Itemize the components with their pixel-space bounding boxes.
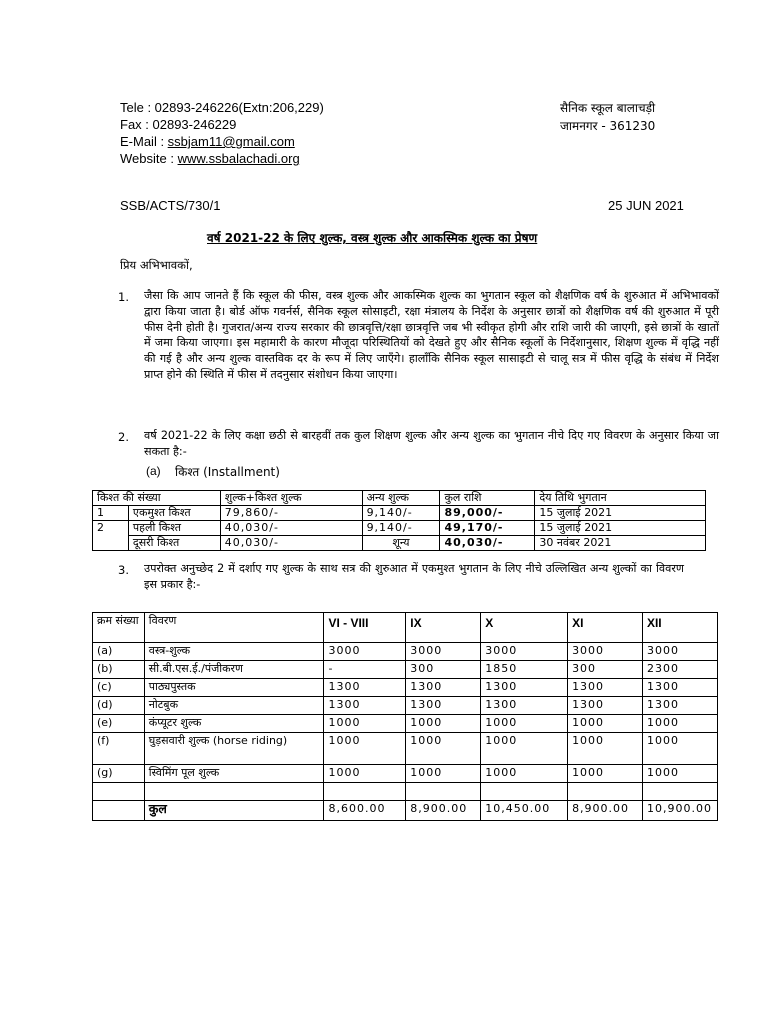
table-cell: 1300	[568, 679, 643, 697]
table-cell: 1300	[568, 697, 643, 715]
table-cell: 79,860/-	[220, 506, 362, 521]
table-cell: 10,900.00	[642, 801, 717, 821]
col-header: XI	[568, 613, 643, 643]
table-cell: 1850	[481, 661, 568, 679]
table-cell	[568, 783, 643, 801]
table-cell: 9,140/-	[362, 521, 440, 536]
table-cell: पाठ्यपुस्तक	[144, 679, 324, 697]
table-cell: 1300	[324, 697, 406, 715]
email-line	[120, 133, 324, 150]
table-cell: 1000	[324, 715, 406, 733]
table-cell: शून्य	[362, 536, 440, 551]
table-cell: पहली किश्त	[128, 521, 220, 536]
table-cell	[481, 783, 568, 801]
table-cell: (f)	[93, 733, 145, 765]
table-row	[93, 506, 706, 521]
col-header: देय तिथि भुगतान	[535, 491, 706, 506]
table-cell: 3000	[406, 643, 481, 661]
table-cell	[93, 801, 145, 821]
table-cell: 1300	[324, 679, 406, 697]
table-cell: 1300	[642, 679, 717, 697]
table-cell	[406, 783, 481, 801]
table-cell	[93, 783, 145, 801]
table-cell: 1000	[568, 715, 643, 733]
letter-date: 25 JUN 2021	[608, 198, 684, 213]
installment-heading: किश्त (Installment)	[175, 465, 280, 479]
table-cell: 1000	[642, 733, 717, 765]
table-cell	[324, 783, 406, 801]
col-header: किश्त की संख्या	[93, 491, 221, 506]
table-cell: 15 जुलाई 2021	[535, 506, 706, 521]
table-cell: 1000	[324, 733, 406, 765]
reference-number: SSB/ACTS/730/1	[120, 198, 221, 213]
table-cell: (e)	[93, 715, 145, 733]
table-cell: 2300	[642, 661, 717, 679]
table-cell: 15 जुलाई 2021	[535, 521, 706, 536]
table-cell: 1000	[568, 733, 643, 765]
address-block	[560, 99, 655, 135]
table-cell: 40,030/-	[220, 521, 362, 536]
email-link[interactable]: ssbjam11@gmail.com	[167, 134, 295, 149]
table-row	[93, 521, 706, 536]
table-cell: (d)	[93, 697, 145, 715]
para3-number: 3.	[118, 563, 129, 577]
col-header: X	[481, 613, 568, 643]
col-header: XII	[642, 613, 717, 643]
col-header: VI - VIII	[324, 613, 406, 643]
col-header: कुल राशि	[440, 491, 535, 506]
table-cell: (a)	[93, 643, 145, 661]
para3-text: उपरोक्त अनुच्छेद 2 में दर्शाए गए शुल्क के साथ सत्र की शुरुआत में एकमुश्त भुगतान के लिए नीचे उल्लिखित अन्य शुल्कों का विवरण इस प्रकार है:-	[144, 562, 684, 591]
table-cell: 3000	[481, 643, 568, 661]
table-cell: 1000	[568, 765, 643, 783]
table-cell: 1000	[324, 765, 406, 783]
table-cell: 1300	[642, 697, 717, 715]
table-cell: 1000	[642, 715, 717, 733]
table-cell: 3000	[324, 643, 406, 661]
table-cell: 1000	[406, 715, 481, 733]
col-header: IX	[406, 613, 481, 643]
col-header: शुल्क+किश्त शुल्क	[220, 491, 362, 506]
table-cell: 9,140/-	[362, 506, 440, 521]
table-row	[93, 733, 718, 765]
table-cell: 300	[568, 661, 643, 679]
table-cell: एकमुश्त किश्त	[128, 506, 220, 521]
table-cell: 8,900.00	[568, 801, 643, 821]
table-cell: सी.बी.एस.ई./पंजीकरण	[144, 661, 324, 679]
installment-table	[92, 490, 706, 551]
table-cell: नोटबुक	[144, 697, 324, 715]
table-row	[93, 679, 718, 697]
school-city: जामनगर - 361230	[560, 119, 656, 133]
table-cell: (c)	[93, 679, 145, 697]
table-cell: 1000	[481, 733, 568, 765]
website-line	[120, 150, 324, 167]
table-cell: 1300	[406, 679, 481, 697]
website-link[interactable]: www.ssbalachadi.org	[177, 151, 300, 166]
table-cell: 1300	[406, 697, 481, 715]
para1-text: जैसा कि आप जानते हैं कि स्कूल की फीस, वस्त्र शुल्क और आकस्मिक शुल्क का भुगतान स्कूल को शैक्षणिक वर्ष के शुरुआत में अभिभावकों द्वारा किया जाता है। बोर्ड ऑफ गवर्नर्स, सैनिक स्कूल सोसाइटी, रक्षा मंत्रालय के निर्देश के अनुसार छात्रों को शैक्षणिक वर्ष की शुरुआत में पूरी फीस देनी होती है। गुजरात/अन्य राज्य सरकार की छात्रवृत्ति/रक्षा छात्रवृत्ति जब भी स्वीकृत होगी और राशि जारी की जाएगी, इसे छात्रों के खातों में जमा किया जाएगा। इस महामारी के कारण मौजूदा परिस्थितियों को देखते हुए और सैनिक स्कूलों के निर्देशानुसार, शिक्षण शुल्क में वृद्धि नहीं की गई है और अन्य शुल्क वास्तविक दर के रूप में लिए जाएँगे। हालाँकि सैनिक स्कूल सासाइटी से चालू सत्र में फीस वृद्धि के संबंध में निर्देश प्राप्त होने की स्थिति में फीस में तदनुसार संशोधन किया जाएगा।	[144, 289, 719, 381]
contact-block	[120, 99, 324, 167]
table-cell: दूसरी किश्त	[128, 536, 220, 551]
table-row	[93, 715, 718, 733]
table-cell: स्विमिंग पूल शुल्क	[144, 765, 324, 783]
para2-number: 2.	[118, 430, 129, 444]
salutation: प्रिय अभिभावकों,	[120, 258, 193, 272]
table-cell: घुड़सवारी शुल्क (horse riding)	[144, 733, 324, 765]
col-header: अन्य शुल्क	[362, 491, 440, 506]
table-row	[93, 765, 718, 783]
table-cell: 3000	[568, 643, 643, 661]
table-cell: 8,900.00	[406, 801, 481, 821]
table-cell: 1	[93, 506, 129, 521]
fee-table	[92, 612, 718, 821]
table-cell	[642, 783, 717, 801]
table-row	[93, 783, 718, 801]
tele-line: Tele : 02893-246226(Extn:206,229)	[120, 100, 324, 115]
sub-label-a: (a)	[146, 464, 161, 478]
table-cell: 10,450.00	[481, 801, 568, 821]
table-cell: वस्त्र-शुल्क	[144, 643, 324, 661]
table-cell: 40,030/-	[440, 536, 535, 551]
table-cell: (b)	[93, 661, 145, 679]
website-label: Website :	[120, 151, 178, 166]
table-cell: 49,170/-	[440, 521, 535, 536]
table-cell: (g)	[93, 765, 145, 783]
school-name: सैनिक स्कूल बालाचड़ी	[560, 101, 656, 115]
table-cell: 300	[406, 661, 481, 679]
table-cell: 2	[93, 521, 129, 551]
table-cell: 3000	[642, 643, 717, 661]
table-cell: 1000	[642, 765, 717, 783]
table-row	[93, 661, 718, 679]
table-row	[93, 536, 706, 551]
col-header: विवरण	[144, 613, 324, 643]
col-header: क्रम संख्या	[93, 613, 145, 643]
table-cell: 1000	[406, 733, 481, 765]
table-cell: -	[324, 661, 406, 679]
table-row	[93, 643, 718, 661]
fax-line: Fax : 02893-246229	[120, 117, 237, 132]
table-cell: 1000	[481, 765, 568, 783]
table-cell: 89,000/-	[440, 506, 535, 521]
table-cell: 30 नवंबर 2021	[535, 536, 706, 551]
table-header-row	[93, 613, 718, 643]
total-label: कुल	[144, 801, 324, 821]
table-cell	[144, 783, 324, 801]
table-cell: 1300	[481, 697, 568, 715]
table-cell: 8,600.00	[324, 801, 406, 821]
para1-number: 1.	[118, 290, 129, 304]
table-cell: 1000	[406, 765, 481, 783]
subject-line: वर्ष 2021-22 के लिए शुल्क, वस्त्र शुल्क और आकस्मिक शुल्क का प्रेषण	[207, 231, 538, 245]
table-cell: 40,030/-	[220, 536, 362, 551]
table-total-row	[93, 801, 718, 821]
para2-text: वर्ष 2021-22 के लिए कक्षा छठी से बारहवीं तक कुल शिक्षण शुल्क और अन्य शुल्क का भुगतान नीचे दिए गए विवरण के अनुसार किया जा सकता है:-	[144, 429, 719, 458]
email-label: E-Mail :	[120, 134, 168, 149]
table-cell: 1000	[481, 715, 568, 733]
table-header-row	[93, 491, 706, 506]
table-cell: कंप्यूटर शुल्क	[144, 715, 324, 733]
table-cell: 1300	[481, 679, 568, 697]
table-row	[93, 697, 718, 715]
